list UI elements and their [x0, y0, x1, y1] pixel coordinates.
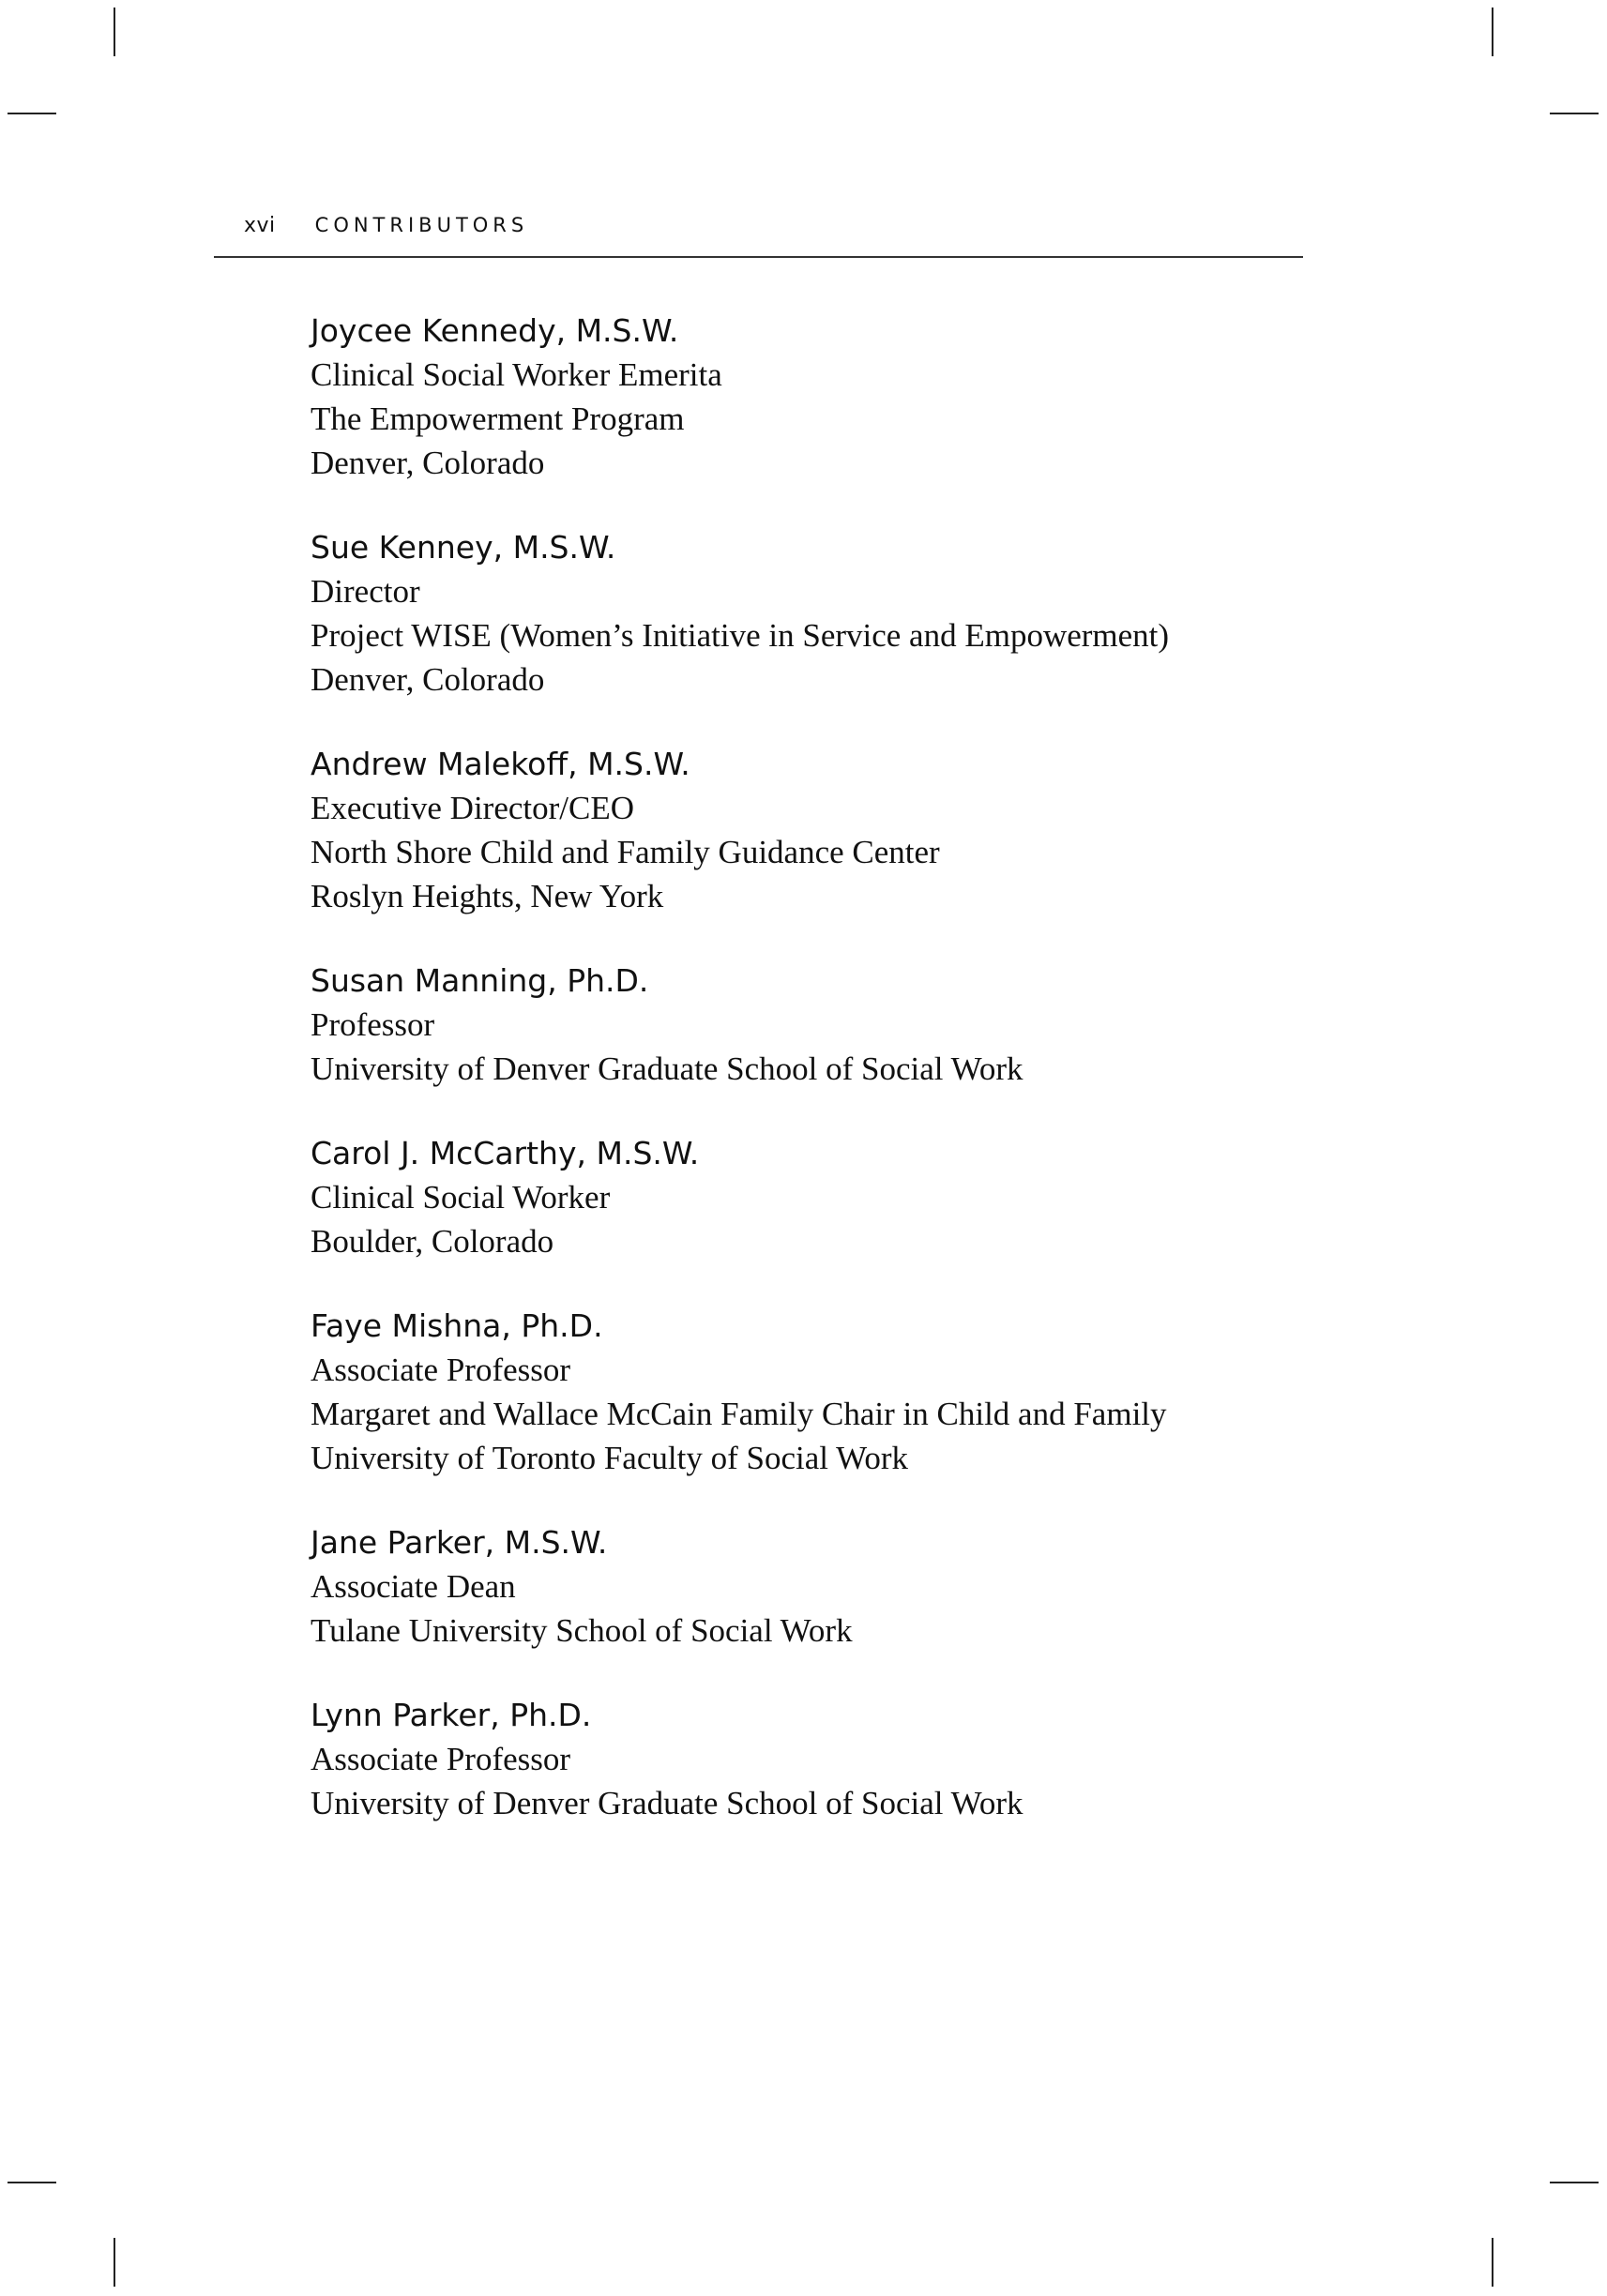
- contributor-list: [311, 310, 1342, 1866]
- crop-mark-bottom-left: [114, 2238, 115, 2287]
- header-rule: [214, 256, 1303, 258]
- contributor-position: Margaret and Wallace McCain Family Chair in Child and Family: [311, 1396, 1167, 1432]
- contributor-title: Professor: [311, 1006, 435, 1043]
- section-title: CONTRIBUTORS: [314, 214, 529, 236]
- contributor-name: Andrew Malekoff, M.S.W.: [311, 746, 690, 782]
- contributor-location: Denver, Colorado: [311, 661, 545, 698]
- contributor-entry: [311, 1521, 1342, 1653]
- contributor-entry: [311, 959, 1342, 1091]
- contributor-organization: University of Denver Graduate School of Social Work: [311, 1785, 1023, 1821]
- contributor-entry: [311, 1305, 1342, 1480]
- contributor-name: Lynn Parker, Ph.D.: [311, 1697, 592, 1733]
- contributor-entry: [311, 310, 1342, 485]
- crop-mark-bottom-right-h: [1550, 2182, 1599, 2183]
- contributor-entry: [311, 743, 1342, 918]
- contributor-location: Denver, Colorado: [311, 445, 545, 481]
- contributor-name: Joycee Kennedy, M.S.W.: [311, 312, 679, 349]
- contributor-title: Associate Professor: [311, 1741, 571, 1777]
- contributor-entry: [311, 526, 1342, 702]
- crop-mark-bottom-right: [1492, 2238, 1493, 2287]
- crop-mark-top-right: [1492, 8, 1493, 56]
- contributor-organization: Tulane University School of Social Work: [311, 1612, 853, 1649]
- contributor-organization: Project WISE (Women’s Initiative in Service and Empowerment): [311, 617, 1170, 654]
- running-head: [244, 214, 528, 237]
- contributor-title: Clinical Social Worker: [311, 1179, 611, 1216]
- page-number: xvi: [244, 214, 276, 237]
- contributor-name: Sue Kenney, M.S.W.: [311, 529, 616, 566]
- contributor-location: Roslyn Heights, New York: [311, 878, 664, 914]
- contributor-organization: University of Toronto Faculty of Social Work: [311, 1440, 908, 1476]
- contributor-entry: [311, 1694, 1342, 1825]
- contributor-organization: The Empowerment Program: [311, 400, 685, 437]
- contributor-name: Carol J. McCarthy, M.S.W.: [311, 1135, 700, 1171]
- contributor-location: Boulder, Colorado: [311, 1223, 554, 1260]
- contributor-title: Director: [311, 573, 420, 610]
- crop-mark-bottom-left-h: [8, 2182, 56, 2183]
- contributor-organization: North Shore Child and Family Guidance Center: [311, 834, 940, 870]
- crop-mark-top-left-h: [8, 113, 56, 114]
- contributor-title: Executive Director/CEO: [311, 790, 635, 826]
- contributor-name: Faye Mishna, Ph.D.: [311, 1307, 603, 1344]
- contributor-title: Associate Dean: [311, 1568, 516, 1605]
- contributor-title: Clinical Social Worker Emerita: [311, 356, 722, 393]
- contributor-organization: University of Denver Graduate School of Social Work: [311, 1050, 1023, 1087]
- crop-mark-top-right-h: [1550, 113, 1599, 114]
- contributor-name: Jane Parker, M.S.W.: [311, 1524, 608, 1561]
- contributor-title: Associate Professor: [311, 1352, 571, 1388]
- crop-mark-top-left: [114, 8, 115, 56]
- contributor-name: Susan Manning, Ph.D.: [311, 962, 649, 999]
- contributor-entry: [311, 1132, 1342, 1263]
